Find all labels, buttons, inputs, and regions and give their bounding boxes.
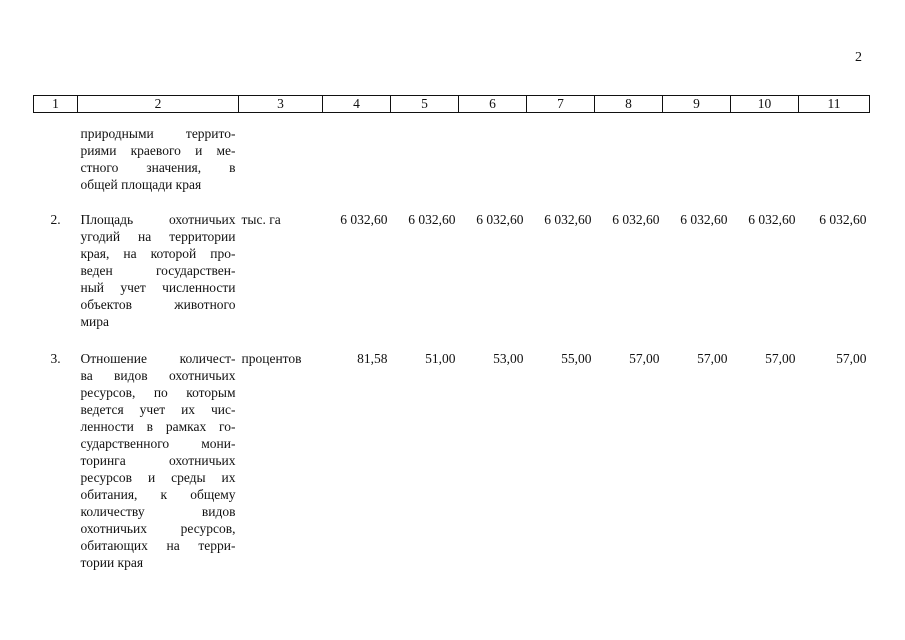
column-header-2: 2 [78, 96, 239, 113]
column-header-4: 4 [323, 96, 391, 113]
indicator-name-line: ленности в рамках го- [80, 419, 236, 434]
value-cell: 81,58 [357, 351, 388, 366]
indicator-name-line: объектов животного [80, 297, 236, 312]
indicator-name-line: ресурсов, по которым [80, 385, 236, 400]
page-number: 2 [855, 50, 862, 65]
column-header-7: 7 [527, 96, 595, 113]
indicator-name-line: веден государствен- [80, 263, 236, 278]
value-cell: 6 032,60 [544, 212, 592, 227]
indicator-name-line: ведется учет их чис- [80, 402, 236, 417]
indicator-name-line: обитания, к общему [80, 487, 236, 502]
indicator-name-line: тории края [80, 555, 144, 570]
column-header-10: 10 [731, 96, 799, 113]
value-cell: 55,00 [561, 351, 592, 366]
table-row [34, 193, 870, 330]
indicator-name-line: количеству видов [80, 504, 236, 519]
value-cell: 6 032,60 [819, 212, 867, 227]
value-cell [731, 113, 799, 194]
indicator-name-line: Отношение количест- [80, 351, 236, 366]
value-cell [323, 113, 391, 194]
indicator-name-line: обитающих на терри- [80, 538, 236, 553]
indicator-name-line: угодий на территории [80, 229, 236, 244]
column-header-8: 8 [595, 96, 663, 113]
unit-of-measure [239, 113, 323, 194]
indicator-name [78, 193, 239, 330]
indicator-name-line: торинга охотничьих [80, 453, 236, 468]
indicator-name-line: мира [80, 314, 110, 329]
value-cell: 6 032,60 [612, 212, 660, 227]
indicator-name-line: охотничьих ресурсов, [80, 521, 236, 536]
indicators-table [33, 95, 870, 571]
column-header-5: 5 [391, 96, 459, 113]
value-cell [663, 113, 731, 194]
indicator-name-line: Площадь охотничьих [80, 212, 236, 227]
value-cell: 51,00 [425, 351, 456, 366]
indicator-name-line: края, на которой про- [80, 246, 236, 261]
column-header-6: 6 [459, 96, 527, 113]
value-cell [459, 113, 527, 194]
value-cell: 57,00 [765, 351, 796, 366]
value-cell: 6 032,60 [408, 212, 456, 227]
column-number-header [34, 96, 870, 113]
value-cell [527, 113, 595, 194]
unit-of-measure: тыс. га [241, 212, 281, 227]
column-header-1: 1 [34, 96, 78, 113]
indicator-name-line: природными террито- [80, 126, 236, 141]
indicator-name-line: ный учет численности [80, 280, 236, 295]
value-cell [391, 113, 459, 194]
indicator-name-line: общей площади края [80, 177, 202, 192]
row-index: 2. [50, 212, 61, 227]
value-cell: 6 032,60 [476, 212, 524, 227]
value-cell [595, 113, 663, 194]
indicator-name [78, 330, 239, 571]
value-cell: 6 032,60 [680, 212, 728, 227]
row-index [34, 113, 78, 194]
column-header-3: 3 [239, 96, 323, 113]
column-header-9: 9 [663, 96, 731, 113]
table-row [34, 330, 870, 571]
table-row [34, 113, 870, 194]
row-index: 3. [50, 351, 61, 366]
indicator-name-line: ресурсов и среды их [80, 470, 236, 485]
indicator-name-line: риями краевого и ме- [80, 143, 236, 158]
column-header-11: 11 [799, 96, 870, 113]
value-cell [799, 113, 870, 194]
value-cell: 6 032,60 [340, 212, 388, 227]
indicator-name-line: ва видов охотничьих [80, 368, 236, 383]
indicator-name-line: сударственного мони- [80, 436, 236, 451]
unit-of-measure: процентов [241, 351, 302, 366]
value-cell: 57,00 [697, 351, 728, 366]
value-cell: 53,00 [493, 351, 524, 366]
value-cell: 57,00 [629, 351, 660, 366]
indicator-name [78, 113, 239, 194]
value-cell: 6 032,60 [748, 212, 796, 227]
indicator-name-line: стного значения, в [80, 160, 236, 175]
value-cell: 57,00 [836, 351, 867, 366]
